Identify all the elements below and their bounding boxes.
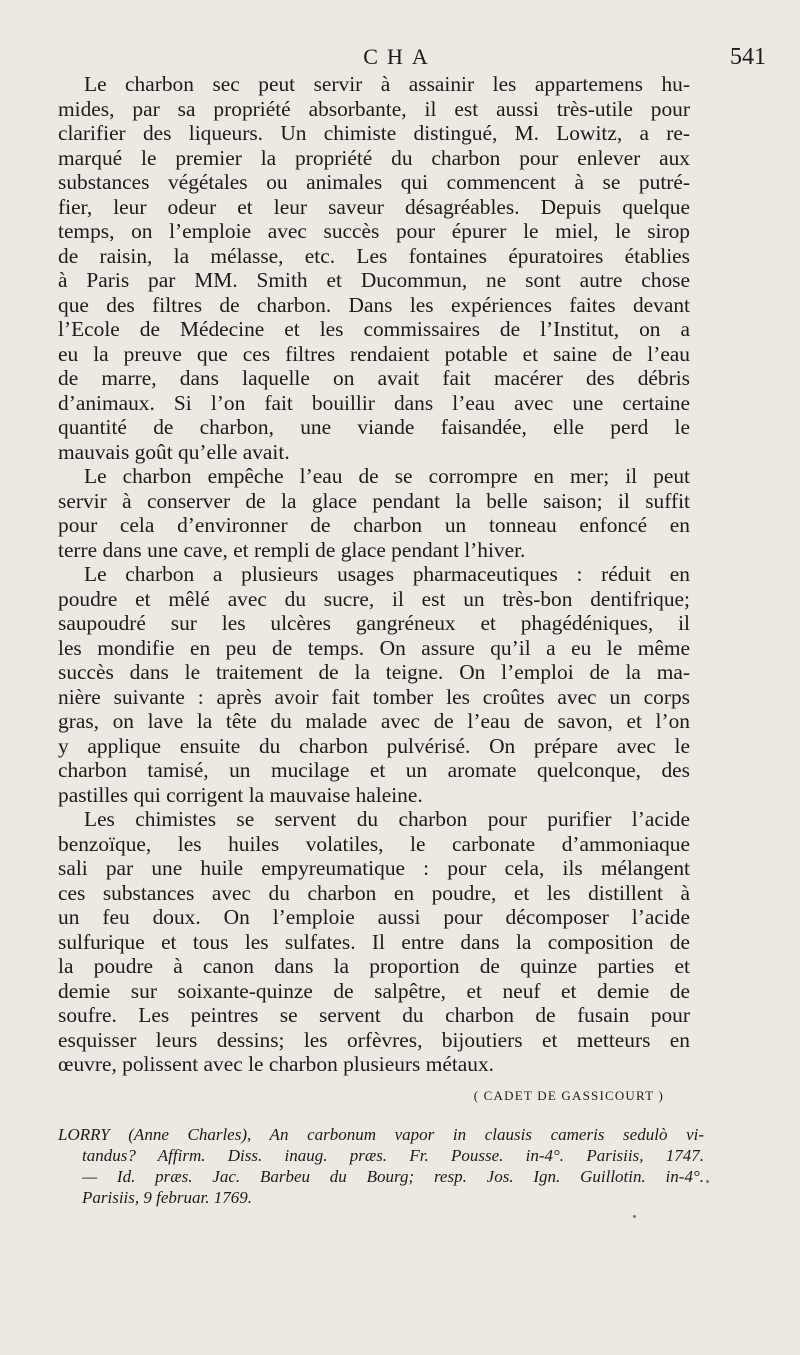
paragraph — [58, 72, 690, 464]
text-line: mides, par sa propriété absorbante, il est aussi très-utile pour — [58, 96, 690, 121]
text-line: la poudre à canon dans la proportion de quinze parties et — [58, 954, 690, 978]
text-line: que des filtres de charbon. Dans les expériences faites devant — [58, 292, 690, 317]
bibliography — [58, 1124, 704, 1208]
text-line: terre dans une cave, et rempli de glace pendant l’hiver. — [58, 537, 526, 562]
bibliography-line: LORRY (Anne Charles), An carbonum vapor in clausis cameris sedulò vi- — [58, 1125, 704, 1144]
text-line: à Paris par MM. Smith et Ducommun, ne sont autre chose — [58, 268, 690, 292]
ink-speck — [633, 1215, 636, 1218]
author-signature: ( CADET DE GASSICOURT ) — [473, 1088, 664, 1103]
text-line: Le charbon a plusieurs usages pharmaceutiques : réduit en — [84, 562, 690, 586]
paragraph — [58, 562, 690, 807]
text-line: temps, on l’emploie avec succès pour épurer le miel, le sirop — [58, 219, 690, 243]
text-line: y applique ensuite du charbon pulvérisé. On prépare avec le — [58, 733, 690, 758]
text-line: sali par une huile empyreumatique : pour cela, ils mélangent — [58, 856, 690, 880]
page-number: 541 — [730, 44, 766, 70]
bibliography-line: tandus? Affirm. Diss. inaug. præs. Fr. Pousse. in-4°. Parisiis, 1747. — [82, 1146, 704, 1165]
text-line: servir à conserver de la glace pendant la belle saison; il suffit — [58, 488, 690, 513]
text-line: pour cela d’environner de charbon un tonneau enfoncé en — [58, 513, 690, 537]
text-line: demie sur soixante-quinze de salpêtre, et neuf et demie de — [58, 978, 690, 1003]
text-line: Les chimistes se servent du charbon pour purifier l’acide — [84, 807, 690, 831]
text-line: Le charbon sec peut servir à assainir les appartemens hu- — [84, 72, 690, 96]
text-line: œuvre, polissent avec le charbon plusieurs métaux. — [58, 1052, 495, 1076]
text-line: clarifier des liqueurs. Un chimiste distingué, M. Lowitz, a re- — [58, 121, 690, 145]
text-line: l’Ecole de Médecine et les commissaires de l’Institut, on a — [58, 317, 690, 341]
bibliography-line: Parisiis, 9 februar. 1769. — [82, 1188, 253, 1207]
article-body — [58, 72, 690, 1077]
text-line: pastilles qui corrigent la mauvaise haleine. — [58, 782, 423, 807]
text-line: soufre. Les peintres se servent du charbon de fusain pour — [58, 1003, 690, 1027]
text-line: ces substances avec du charbon en poudre, et les distillent à — [58, 880, 690, 905]
text-line: un feu doux. On l’emploie aussi pour décomposer l’acide — [58, 905, 690, 929]
text-line: benzoïque, les huiles volatiles, le carbonate d’ammoniaque — [58, 831, 690, 856]
text-line: les mondifie en peu de temps. On assure qu’il a eu le même — [58, 635, 690, 660]
text-line: de raisin, la mélasse, etc. Les fontaines épuratoires établies — [58, 243, 690, 268]
text-line: sulfurique et tous les sulfates. Il entre dans la composition de — [58, 929, 690, 954]
text-line: charbon tamisé, un mucilage et un aromate quelconque, des — [58, 758, 690, 782]
text-line: substances végétales ou animales qui commencent à se putré- — [58, 170, 690, 194]
text-line: mauvais goût qu’elle avait. — [58, 439, 290, 464]
paragraph — [58, 807, 690, 1077]
text-line: fier, leur odeur et leur saveur désagréables. Depuis quelque — [58, 194, 690, 219]
page-header — [0, 44, 800, 74]
paragraph — [58, 464, 690, 562]
text-line: eu la preuve que ces filtres rendaient potable et saine de l’eau — [58, 341, 690, 366]
bibliography-line: — Id. præs. Jac. Barbeu du Bourg; resp. Jos. Ign. Guillotin. in-4°. — [82, 1167, 704, 1186]
text-line: de marre, dans laquelle on avait fait macérer des débris — [58, 366, 690, 390]
text-line: nière suivante : après avoir fait tomber les croûtes avec un corps — [58, 684, 690, 709]
text-line: gras, on lave la tête du malade avec de l’eau de savon, et l’on — [58, 709, 690, 733]
ink-speck — [706, 1180, 709, 1183]
text-line: saupoudré sur les ulcères gangréneux et phagédéniques, il — [58, 611, 690, 635]
text-line: d’animaux. Si l’on fait bouillir dans l’eau avec une certaine — [58, 390, 690, 415]
running-title: CHA — [363, 44, 437, 69]
text-line: succès dans le traitement de la teigne. On l’emploi de la ma- — [58, 660, 690, 684]
text-line: poudre et mêlé avec du sucre, il est un très-bon dentifrique; — [58, 586, 690, 611]
text-line: Le charbon empêche l’eau de se corrompre en mer; il peut — [84, 464, 690, 488]
text-line: esquisser leurs dessins; les orfèvres, bijoutiers et metteurs en — [58, 1027, 690, 1052]
text-line: quantité de charbon, une viande faisandée, elle perd le — [58, 415, 690, 439]
text-line: marqué le premier la propriété du charbon pour enlever aux — [58, 145, 690, 170]
